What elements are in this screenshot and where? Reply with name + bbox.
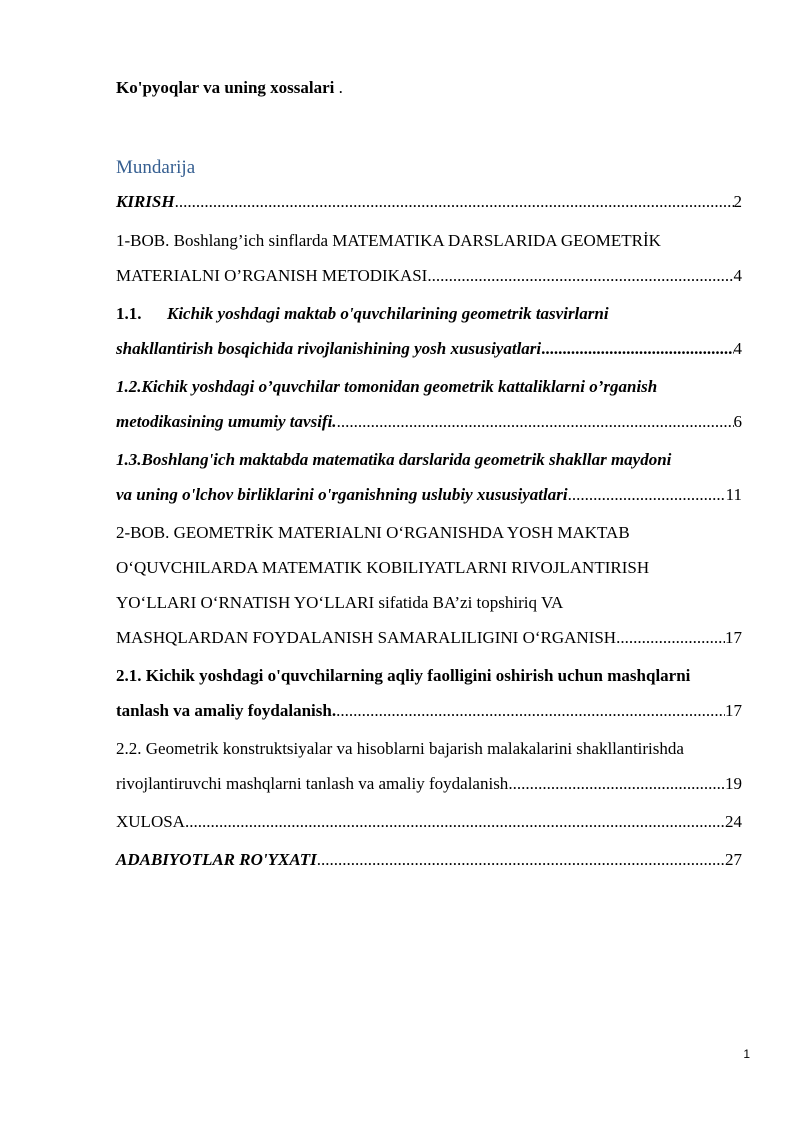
toc-page-number: 4 <box>733 266 742 285</box>
toc-entry-label: ADABIYOTLAR RO'YXATI <box>116 850 317 869</box>
toc-page-number: 27 <box>725 850 742 869</box>
toc-leader-dots <box>317 842 725 877</box>
toc-entry-line: 1.2.Kichik yoshdagi o’quvchilar tomonidan geometrik kattaliklarni o’rganish <box>116 377 658 396</box>
toc-page-number: 2 <box>733 192 742 211</box>
toc-entry-line: rivojlantiruvchi mashqlarni tanlash va amaliy foydalanish <box>116 774 509 793</box>
table-of-contents <box>116 188 742 880</box>
toc-entry-line: O‘QUVCHILARDA MATEMATIK KOBILIYATLARNI RIVOJLANTIRISH <box>116 558 650 577</box>
toc-entry-label: KIRISH <box>116 192 175 211</box>
toc-entry-line: va uning o'lchov birliklarini o'rganishning uslubiy xususiyatlari <box>116 485 568 504</box>
toc-page-number: 19 <box>725 774 742 793</box>
toc-leader-dots <box>175 188 734 215</box>
toc-leader-dots <box>427 258 733 293</box>
toc-entry-xulosa[interactable] <box>116 804 742 839</box>
toc-section-number: 1.1. <box>116 304 142 323</box>
toc-entry-line: YO‘LLARI O‘RNATISH YO‘LLARI sifatida BA’zi topshiriq VA <box>116 593 564 612</box>
toc-leader-dots <box>616 620 725 655</box>
toc-leader-dots <box>568 477 726 512</box>
toc-entry-label: XULOSA <box>116 812 185 831</box>
toc-entry-line: Kichik yoshdagi maktab o'quvchilarining geometrik tasvirlarni <box>167 304 609 323</box>
toc-entry-2-2[interactable] <box>116 731 742 801</box>
toc-page-number: 6 <box>733 412 742 431</box>
toc-entry-bob2[interactable] <box>116 515 742 655</box>
toc-entry-bob1[interactable] <box>116 223 742 293</box>
toc-entry-1-3[interactable] <box>116 442 742 512</box>
toc-page-number: 24 <box>725 812 742 831</box>
toc-entry-line: metodikasining umumiy tavsifi. <box>116 412 337 431</box>
toc-page-number: 17 <box>725 628 742 647</box>
toc-entry-1-2[interactable] <box>116 369 742 439</box>
toc-entry-line: MASHQLARDAN FOYDALANISH SAMARALILIGINI O‘RGANISH <box>116 628 617 647</box>
toc-entry-line: 2-BOB. GEOMETRİK MATERIALNI O‘RGANISHDA YOSH MAKTAB <box>116 523 630 542</box>
toc-leader-dots <box>541 331 733 366</box>
toc-entry-adabiyotlar[interactable] <box>116 842 742 877</box>
toc-leader-dots <box>185 804 725 839</box>
toc-entry-kirish[interactable] <box>116 188 742 215</box>
toc-page-number: 17 <box>725 701 742 720</box>
toc-entry-line: 1.3.Boshlang'ich maktabda matematika darslarida geometrik shakllar maydoni <box>116 450 672 469</box>
document-title-suffix: . <box>334 78 343 97</box>
toc-entry-line: MATERIALNI O’RGANISH METODIKASI <box>116 266 428 285</box>
toc-leader-dots <box>337 404 734 439</box>
toc-entry-line: shakllantirish bosqichida rivojlanishining yosh xususiyatlari <box>116 339 542 358</box>
toc-leader-dots <box>336 693 725 728</box>
toc-entry-2-1[interactable] <box>116 658 742 728</box>
toc-entry-line: 2.2. Geometrik konstruktsiyalar va hisoblarni bajarish malakalarini shakllantirishda <box>116 739 684 758</box>
toc-entry-line: 2.1. Kichik yoshdagi o'quvchilarning aqliy faolligini oshirish uchun mashqlarni <box>116 666 691 685</box>
toc-entry-1-1[interactable] <box>116 296 742 366</box>
toc-leader-dots <box>508 766 725 801</box>
page-number: 1 <box>743 1047 750 1061</box>
document-title-text: Ko'pyoqlar va uning xossalari <box>116 78 335 97</box>
toc-entry-line: tanlash va amaliy foydalanish. <box>116 701 337 720</box>
toc-page-number: 11 <box>725 485 742 504</box>
document-title <box>116 76 343 100</box>
toc-page-number: 4 <box>733 339 742 358</box>
toc-heading: Mundarija <box>116 157 196 178</box>
toc-entry-line: 1-BOB. Boshlang’ich sinflarda MATEMATIKA DARSLARIDA GEOMETRİK <box>116 231 661 250</box>
